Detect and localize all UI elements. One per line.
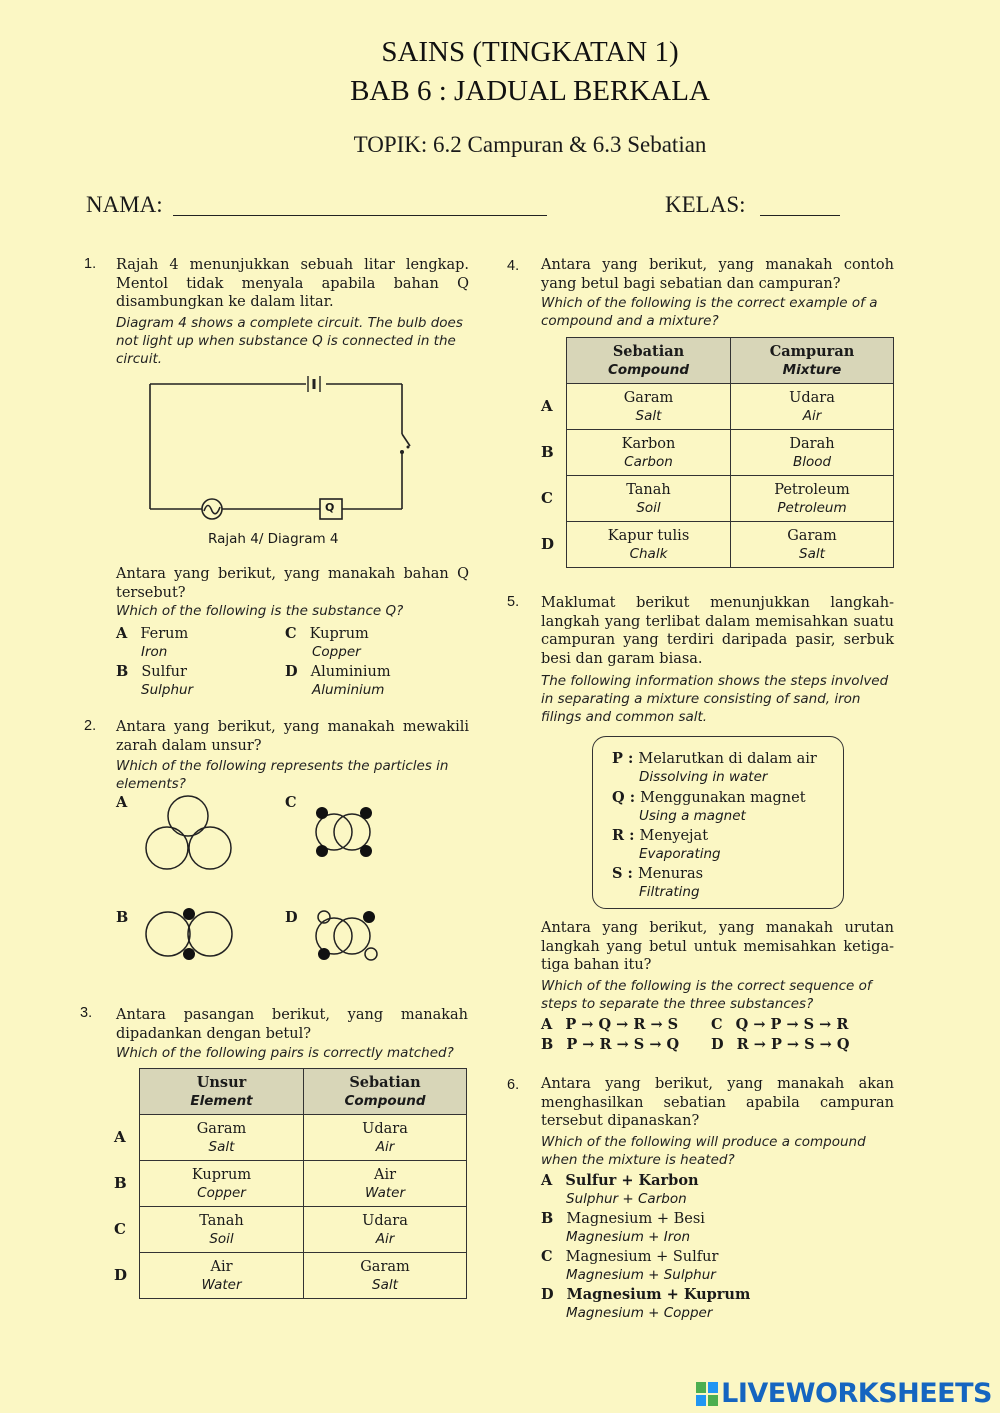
- q3-row-c-label[interactable]: C: [114, 1220, 126, 1238]
- q1-option-b[interactable]: [116, 661, 193, 699]
- q3-table: [139, 1068, 467, 1299]
- option-letter: D: [711, 1036, 724, 1053]
- q5-step-s: S : Menuras Filtrating: [612, 865, 704, 900]
- option-letter: C: [541, 1248, 553, 1265]
- q3-header-compound: Sebatian Compound: [304, 1069, 467, 1115]
- option-en: Magnesium + Sulphur: [566, 1267, 716, 1283]
- option-sequence: P → Q → R → S: [565, 1016, 679, 1033]
- q1-text-en: Diagram 4 shows a complete circuit. The bulb does not light up when substance Q is connected in the circuit.: [116, 315, 463, 367]
- option-ms: Ferum: [140, 626, 189, 642]
- nama-label: NAMA:: [86, 192, 163, 217]
- q6-text-en: Which of the following will produce a compound when the mixture is heated?: [541, 1134, 866, 1168]
- q3-row-d-label[interactable]: D: [114, 1266, 128, 1284]
- option-letter: B: [541, 1210, 554, 1227]
- q5-step-q: Q : Menggunakan magnet Using a magnet: [612, 789, 806, 824]
- q5-option-a[interactable]: [541, 1014, 678, 1033]
- q2-number: 2.: [84, 718, 97, 734]
- q4-row-d-label[interactable]: D: [541, 535, 555, 553]
- q1-option-c[interactable]: [285, 623, 369, 661]
- circuit-diagram: [140, 372, 420, 528]
- q5-text-ms: Maklumat berikut menunjukkan langkah-langkah yang terlibat dalam memisahkan suatu campuran yang terdiri daripada pasir, serbuk besi dan garam biasa.: [541, 595, 894, 667]
- option-en: Sulphur + Carbon: [566, 1191, 687, 1207]
- option-ms: Sulfur + Karbon: [565, 1172, 699, 1189]
- q2-label-c[interactable]: C: [285, 794, 297, 811]
- table-row[interactable]: Kapur tulis Chalk Garam Salt: [567, 522, 894, 568]
- option-en: Aluminium: [312, 682, 385, 698]
- q5-option-b[interactable]: [541, 1034, 679, 1053]
- q3-text-ms: Antara pasangan berikut, yang manakah dipadankan dengan betul?: [116, 1007, 468, 1042]
- option-ms: Aluminium: [310, 664, 391, 680]
- table-row[interactable]: Karbon Carbon Darah Blood: [567, 430, 894, 476]
- q4-row-b-label[interactable]: B: [541, 443, 554, 461]
- q1-number: 1.: [84, 256, 97, 272]
- q1-option-a[interactable]: [116, 623, 188, 661]
- table-row[interactable]: Garam Salt Udara Air: [567, 384, 894, 430]
- q5-option-d[interactable]: [711, 1034, 849, 1053]
- option-sequence: P → R → S → Q: [566, 1036, 680, 1053]
- option-ms: Magnesium + Besi: [566, 1211, 705, 1227]
- option-en: Magnesium + Copper: [566, 1305, 713, 1321]
- option-letter: A: [116, 625, 128, 642]
- q6-option-b[interactable]: [541, 1208, 705, 1246]
- topic-line: TOPIK: 6.2 Campuran & 6.3 Sebatian: [353, 132, 707, 157]
- q5-text-en: The following information shows the steps involved in separating a mixture consisting of sand, iron filings and common salt.: [541, 673, 889, 725]
- q1-caption: Rajah 4/ Diagram 4: [208, 531, 339, 547]
- q4-table: [566, 337, 894, 568]
- q3-number: 3.: [80, 1005, 93, 1021]
- table-row[interactable]: Garam Salt Udara Air: [140, 1115, 467, 1161]
- option-ms: Magnesium + Sulfur: [565, 1249, 719, 1265]
- option-letter: D: [541, 1286, 554, 1303]
- q2-text-ms: Antara yang berikut, yang manakah mewakili zarah dalam unsur?: [116, 719, 469, 754]
- q4-row-a-label[interactable]: A: [541, 397, 553, 415]
- title-line-1: SAINS (TINGKATAN 1): [381, 36, 679, 68]
- option-sequence: R → P → S → Q: [736, 1036, 850, 1053]
- liveworksheets-logo-icon: [695, 1381, 719, 1407]
- q2-particles-b[interactable]: [140, 906, 240, 962]
- q5-ask-en: Which of the following is the correct sequence of steps to separate the three substances?: [541, 978, 872, 1012]
- q5-number: 5.: [507, 594, 520, 610]
- q5-step-p: P : Melarutkan di dalam air Dissolving in water: [612, 750, 817, 785]
- q4-text-en: Which of the following is the correct example of a compound and a mixture?: [541, 295, 878, 329]
- q2-label-a[interactable]: A: [116, 794, 128, 811]
- q2-particles-a[interactable]: [140, 794, 240, 874]
- q2-particles-d[interactable]: [312, 906, 382, 966]
- option-en: Copper: [312, 644, 361, 660]
- q5-option-c[interactable]: [711, 1014, 848, 1033]
- q6-option-c[interactable]: [541, 1246, 718, 1284]
- q6-option-a[interactable]: [541, 1170, 699, 1208]
- q6-option-d[interactable]: [541, 1284, 750, 1322]
- table-row[interactable]: Tanah Soil Petroleum Petroleum: [567, 476, 894, 522]
- option-letter: C: [711, 1016, 723, 1033]
- q2-label-b[interactable]: B: [116, 909, 129, 926]
- option-en: Magnesium + Iron: [566, 1229, 691, 1245]
- option-letter: D: [285, 663, 298, 680]
- q6-text-ms: Antara yang berikut, yang manakah akan menghasilkan sebatian apabila campuran tersebut dipanaskan?: [541, 1076, 894, 1129]
- option-en: Iron: [141, 644, 168, 660]
- q6-number: 6.: [507, 1077, 520, 1093]
- option-letter: B: [116, 663, 129, 680]
- table-row[interactable]: Tanah Soil Udara Air: [140, 1207, 467, 1253]
- q2-text-en: Which of the following represents the particles in elements?: [116, 758, 449, 792]
- option-sequence: Q → P → S → R: [735, 1016, 849, 1033]
- q4-number: 4.: [507, 258, 520, 274]
- q1-box-label: Q: [325, 501, 335, 514]
- q1-option-d[interactable]: [285, 661, 391, 699]
- q5-ask-ms: Antara yang berikut, yang manakah urutan langkah yang betul untuk memisahkan ketiga-tiga bahan itu?: [541, 920, 894, 973]
- q2-label-d[interactable]: D: [285, 909, 298, 926]
- q1-text-ms: Rajah 4 menunjukkan sebuah litar lengkap. Mentol tidak menyala apabila bahan Q disambungkan ke dalam litar.: [116, 257, 469, 310]
- title-line-2: BAB 6 : JADUAL BERKALA: [350, 75, 710, 107]
- q4-header-compound: Sebatian Compound: [567, 338, 731, 384]
- kelas-input[interactable]: [760, 214, 840, 216]
- nama-input[interactable]: [173, 214, 547, 216]
- q4-text-ms: Antara yang berikut, yang manakah contoh yang betul bagi sebatian dan campuran?: [541, 257, 894, 292]
- q5-step-r: R : Menyejat Evaporating: [612, 827, 721, 862]
- table-row[interactable]: Air Water Garam Salt: [140, 1253, 467, 1299]
- q3-header-element: Unsur Element: [140, 1069, 304, 1115]
- option-letter: C: [285, 625, 297, 642]
- q4-row-c-label[interactable]: C: [541, 489, 553, 507]
- option-letter: B: [541, 1036, 554, 1053]
- liveworksheets-logo[interactable]: [695, 1378, 992, 1409]
- q2-particles-c[interactable]: [312, 804, 382, 862]
- q4-header-mixture: Campuran Mixture: [731, 338, 894, 384]
- q3-row-b-label[interactable]: B: [114, 1174, 127, 1192]
- option-letter: A: [541, 1172, 553, 1189]
- q3-text-en: Which of the following pairs is correctly matched?: [116, 1045, 454, 1061]
- option-en: Sulphur: [141, 682, 194, 698]
- logo-text: LIVEWORKSHEETS: [721, 1378, 992, 1409]
- option-letter: A: [541, 1016, 553, 1033]
- q3-row-a-label[interactable]: A: [114, 1128, 126, 1146]
- kelas-label: KELAS:: [665, 192, 746, 217]
- option-ms: Kuprum: [309, 626, 369, 642]
- q1-ask-ms: Antara yang berikut, yang manakah bahan Q tersebut?: [116, 566, 469, 601]
- q1-ask-en: Which of the following is the substance Q?: [116, 603, 404, 619]
- option-ms: Magnesium + Kuprum: [566, 1286, 751, 1303]
- option-ms: Sulfur: [141, 664, 187, 680]
- table-row[interactable]: Kuprum Copper Air Water: [140, 1161, 467, 1207]
